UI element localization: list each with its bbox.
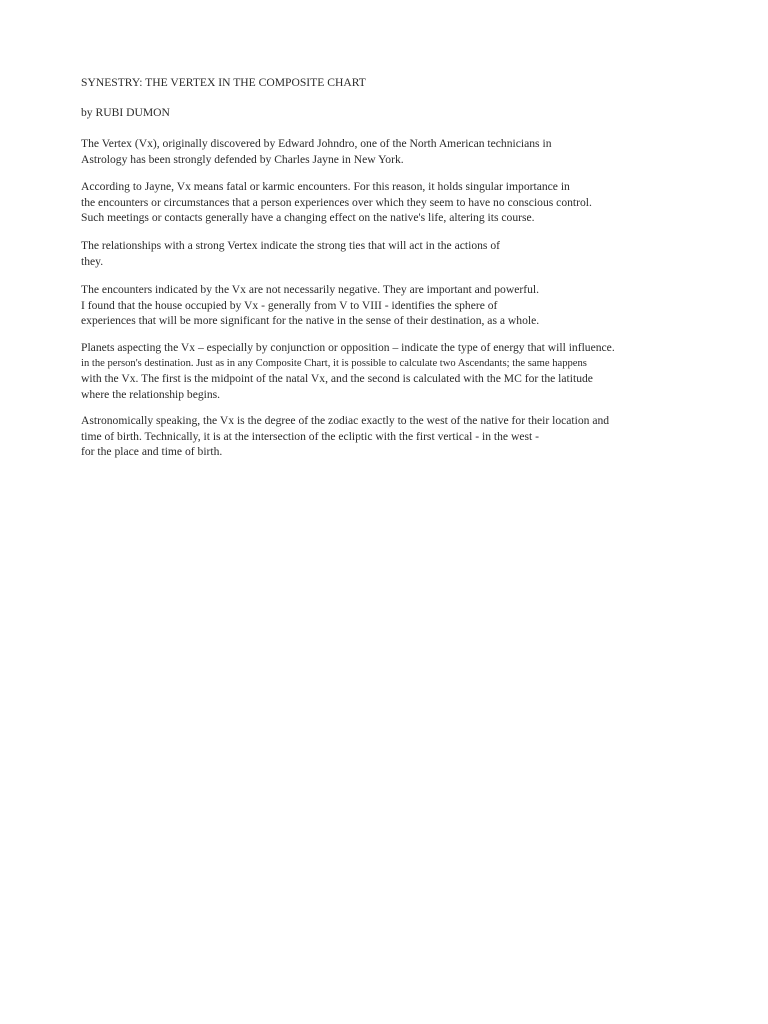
document-page: [81, 74, 741, 458]
paragraph-3: [81, 238, 500, 269]
paragraph-line: I found that the house occupied by Vx - generally from V to VIII - identifies the sphere of: [81, 298, 498, 312]
paragraph-4: [81, 282, 539, 329]
paragraph-2: [81, 179, 592, 226]
paragraph-line: According to Jayne, Vx means fatal or karmic encounters. For this reason, it holds singular importance in: [81, 180, 570, 193]
paragraph-line: where the relationship begins.: [81, 387, 221, 401]
paragraph-1: [81, 136, 552, 167]
paragraph-line: the encounters or circumstances that a person experiences over which they seem to have no conscious control.: [81, 195, 592, 209]
paragraph-line: with the Vx. The first is the midpoint of the natal Vx, and the second is calculated with the MC for the latitude: [81, 372, 593, 385]
paragraph-line: Such meetings or contacts generally have a changing effect on the native's life, altering its course.: [81, 211, 535, 224]
paragraph-line: Astrology has been strongly defended by Charles Jayne in New York.: [81, 152, 404, 166]
document-author: by RUBI DUMON: [81, 106, 170, 119]
paragraph-line: time of birth. Technically, it is at the intersection of the ecliptic with the first vertical - in the west -: [81, 429, 539, 443]
paragraph-line: for the place and time of birth.: [81, 445, 223, 458]
paragraph-line: Astronomically speaking, the Vx is the degree of the zodiac exactly to the west of the native for their location and: [81, 414, 610, 427]
paragraph-line: in the person's destination. Just as in any Composite Chart, it is possible to calculate two Ascendants; the same happens: [81, 357, 587, 369]
paragraph-line: The Vertex (Vx), originally discovered by Edward Johndro, one of the North American technicians in: [81, 137, 552, 150]
document-title: SYNESTRY: THE VERTEX IN THE COMPOSITE CHART: [81, 76, 366, 89]
paragraph-6: [81, 413, 609, 460]
paragraph-line: Planets aspecting the Vx – especially by conjunction or opposition – indicate the type of energy that will influence.: [81, 341, 615, 354]
paragraph-line: The relationships with a strong Vertex indicate the strong ties that will act in the actions of: [81, 239, 500, 252]
paragraph-line: The encounters indicated by the Vx are not necessarily negative. They are important and powerful.: [81, 283, 540, 296]
paragraph-line: experiences that will be more significant for the native in the sense of their destination, as a whole.: [81, 314, 540, 327]
paragraph-5: [81, 340, 615, 402]
paragraph-line: they.: [81, 254, 104, 268]
